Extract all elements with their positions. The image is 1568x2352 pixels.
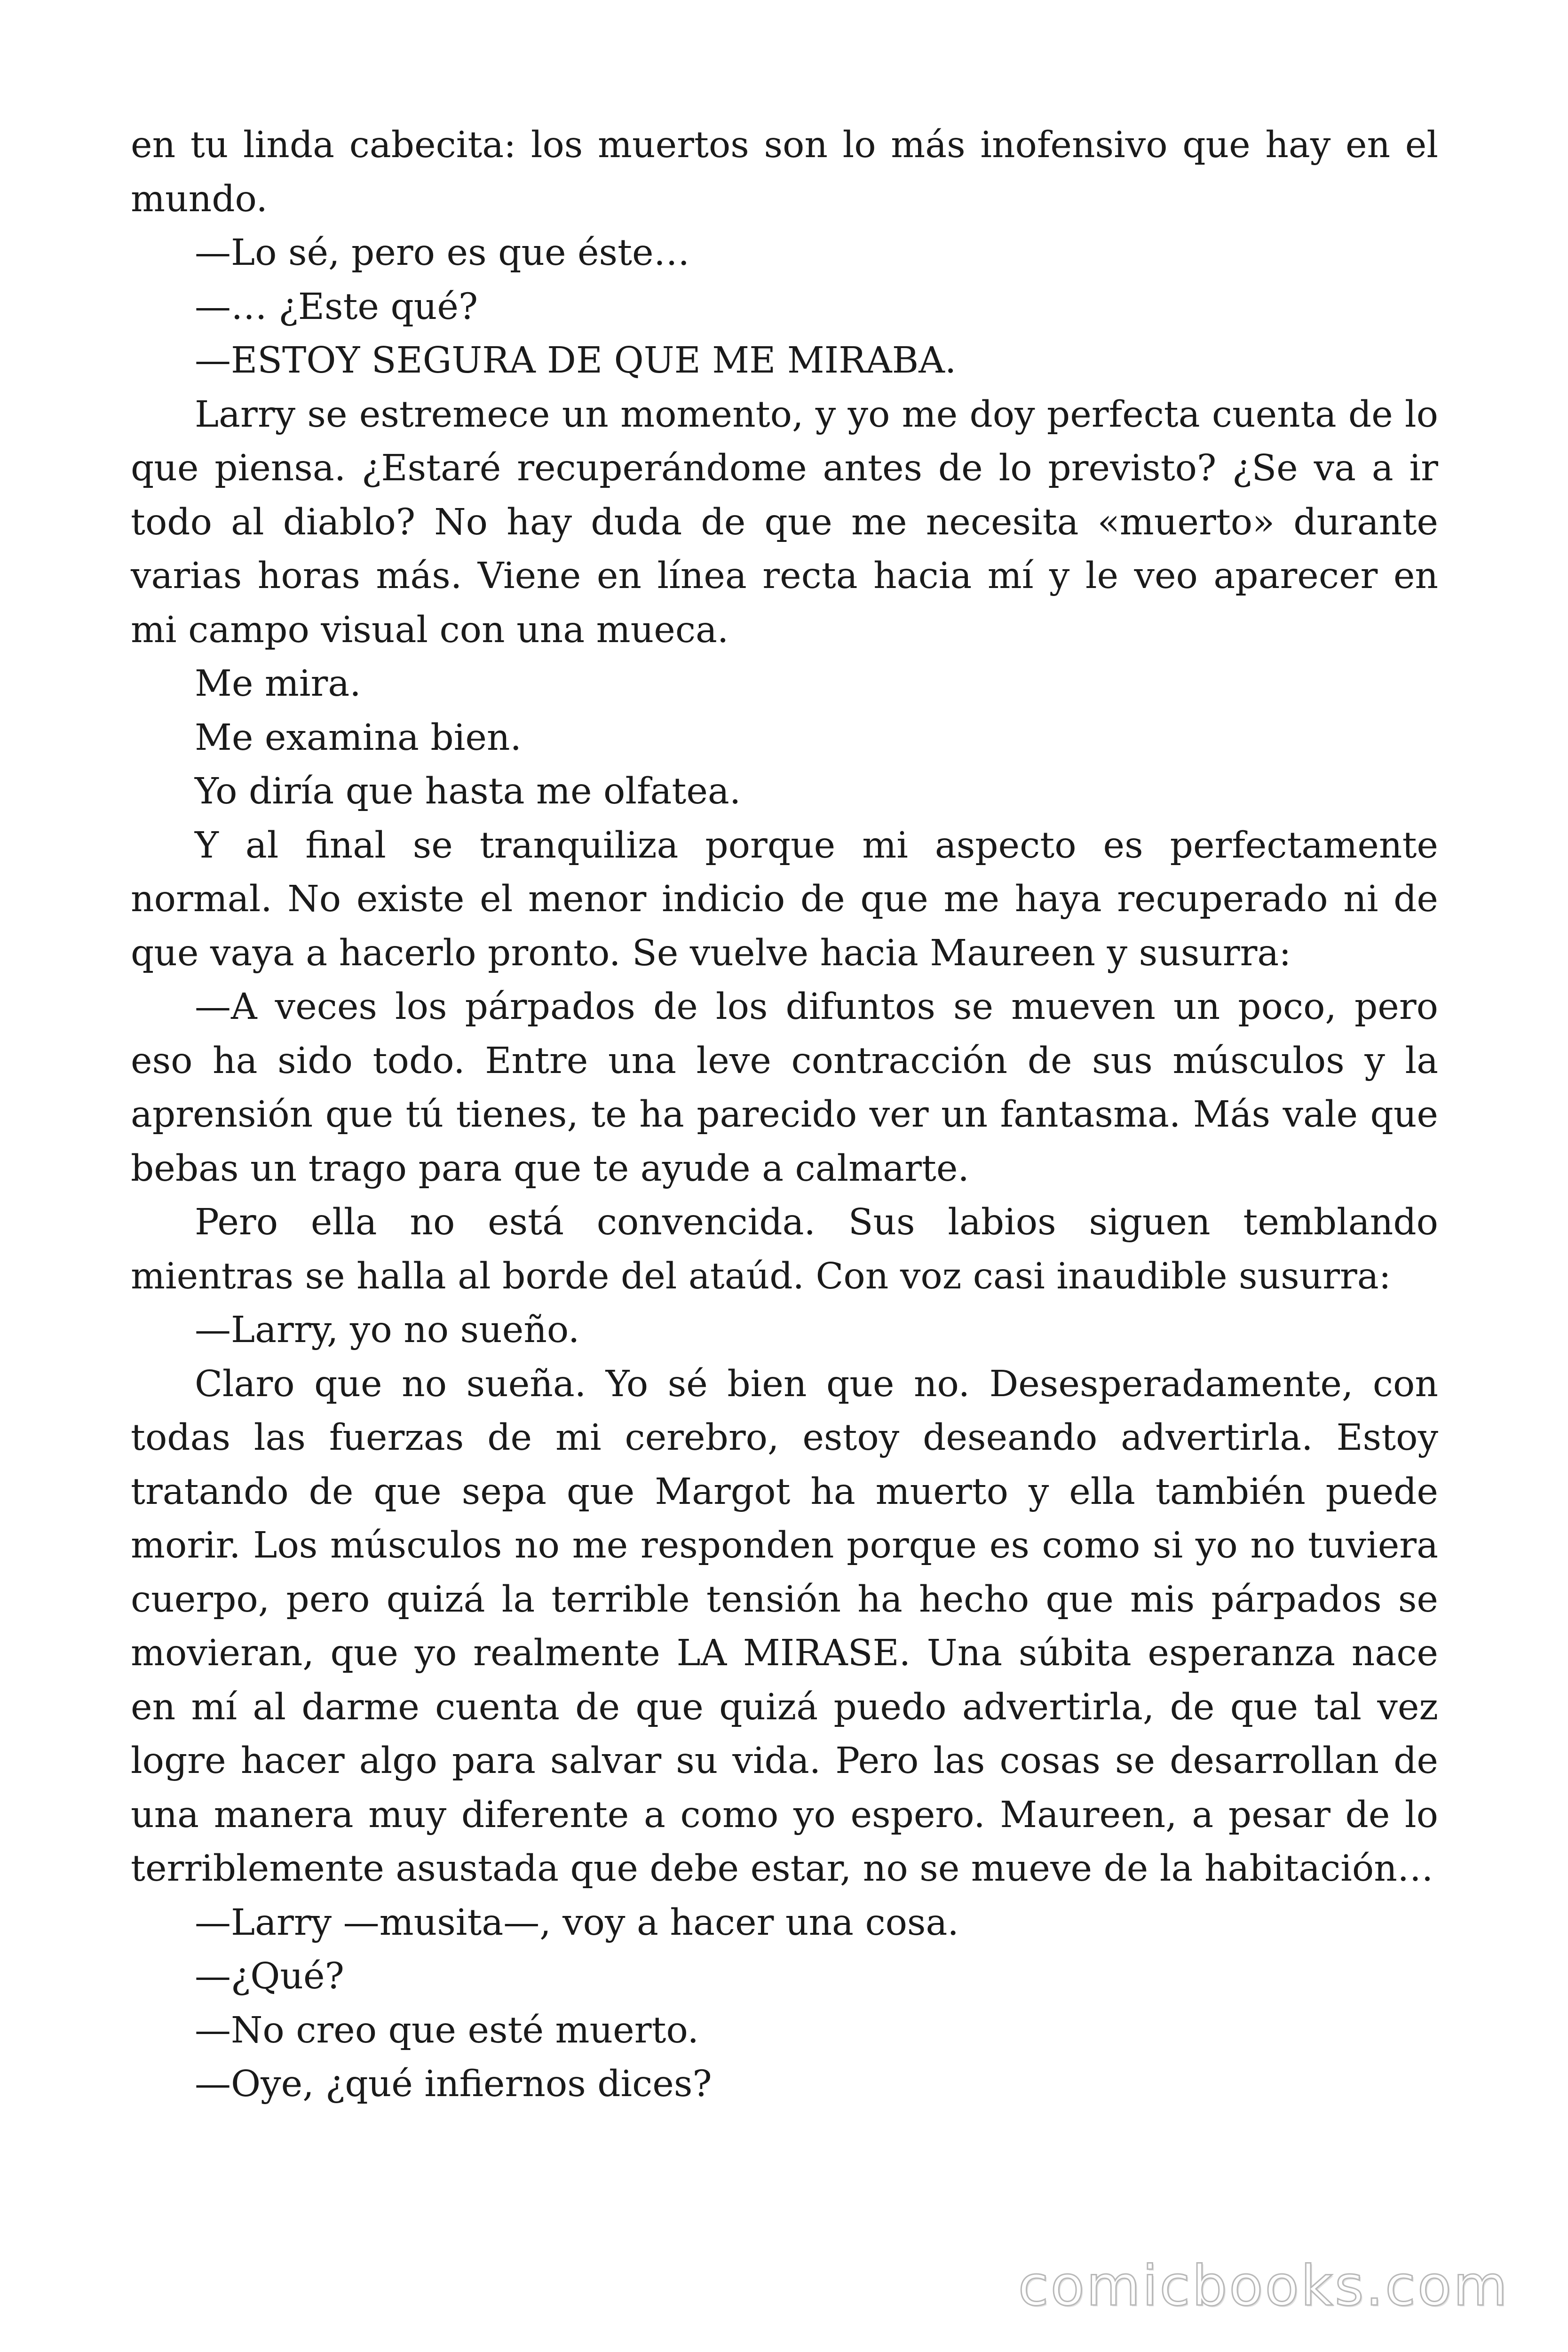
paragraph: Larry se estremece un momento, y yo me doy perfecta cuenta de lo que piensa. ¿Estaré recuperándome antes de lo previsto? ¿Se va a ir todo al diablo? No hay duda de que me necesita «muerto» durante varias horas más. Viene en línea recta hacia mí y le veo aparecer en mi campo visual con una mueca.	[131, 393, 1438, 651]
paragraph: Yo diría que hasta me olfatea.	[195, 771, 741, 812]
watermark-text: comicbooks.com	[1018, 2253, 1509, 2318]
paragraph: Y al final se tranquiliza porque mi aspecto es perfectamente normal. No existe el menor indicio de que me haya recuperado ni de que vaya a hacerlo pronto. Se vuelve hacia Maureen y susurra:	[131, 824, 1438, 974]
paragraph-dialogue: —¿Qué?	[195, 1955, 344, 1997]
paragraph-dialogue: —Oye, ¿qué infiernos dices?	[195, 2063, 712, 2105]
paragraph: Claro que no sueña. Yo sé bien que no. Desesperadamente, con todas las fuerzas de mi cerebro, estoy deseando advertirla. Estoy tratando de que sepa que Margot ha muerto y ella también puede morir. Los músculos no me responden porque es como si yo no tuviera cuerpo, pero quizá la terrible tensión ha hecho que mis párpados se movieran, que yo realmente LA MIRASE. Una súbita esperanza nace en mí al darme cuenta de que quizá puedo advertirla, de que tal vez logre hacer algo para salvar su vida. Pero las cosas se desarrollan de una manera muy diferente a como yo espero. Maureen, a pesar de lo terriblemente asustada que debe estar, no se mueve de la habitación…	[131, 1363, 1438, 1890]
page-body	[131, 119, 1438, 2112]
paragraph-dialogue: —Larry —musita—, voy a hacer una cosa.	[195, 1901, 959, 1944]
paragraph: Me mira.	[195, 663, 361, 705]
paragraph-dialogue: —ESTOY SEGURA DE QUE ME MIRABA.	[195, 340, 957, 381]
paragraph-dialogue: —Larry, yo no sueño.	[195, 1309, 580, 1351]
paragraph: Pero ella no está convencida. Sus labios siguen temblando mientras se halla al borde del ataúd. Con voz casi inaudible susurra:	[131, 1201, 1438, 1297]
paragraph-continued: en tu linda cabecita: los muertos son lo más inofensivo que hay en el mundo.	[131, 124, 1438, 220]
paragraph: Me examina bien.	[195, 716, 522, 759]
paragraph-dialogue: —Lo sé, pero es que éste…	[195, 232, 690, 274]
paragraph-dialogue: —… ¿Este qué?	[195, 286, 478, 328]
paragraph-dialogue: —A veces los párpados de los difuntos se mueven un poco, pero eso ha sido todo. Entre una leve contracción de sus músculos y la aprensión que tú tienes, te ha parecido ver un fantasma. Más vale que bebas un trago para que te ayude a calmarte.	[131, 986, 1438, 1190]
paragraph-dialogue: —No creo que esté muerto.	[195, 2009, 699, 2051]
